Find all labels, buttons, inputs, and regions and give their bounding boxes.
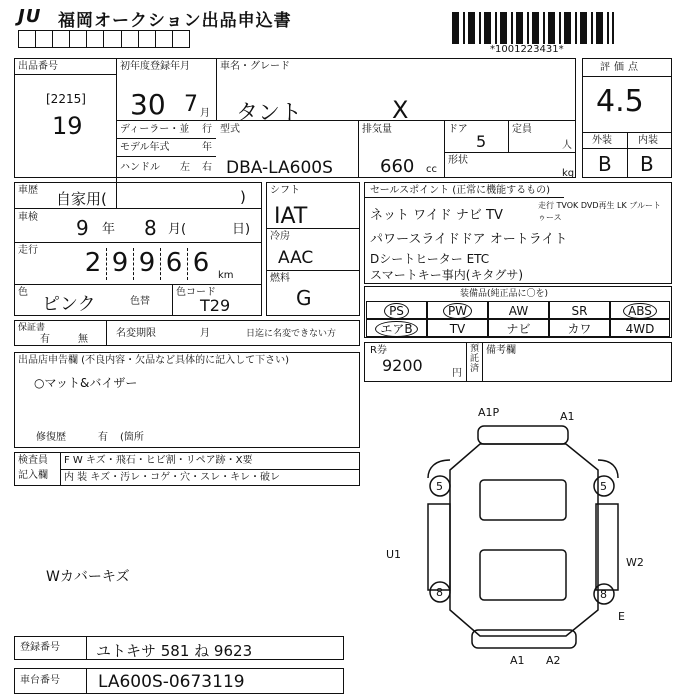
shape-label: 形状 <box>448 155 468 166</box>
diagram-mark: W2 <box>626 556 644 569</box>
dealer-unit: 行 <box>202 124 212 135</box>
recycle-deposited: 預託済 <box>470 344 480 374</box>
listing-label: 出品番号 <box>18 61 58 72</box>
score-label: 評価点 <box>600 62 642 73</box>
equipment-label: 装備品(純正品に〇を) <box>460 289 549 299</box>
barcode <box>452 12 614 44</box>
inspector-label-1: 検査員 <box>18 455 48 466</box>
barcode-text: *1001223431* <box>490 44 564 55</box>
exterior-label: 外装 <box>592 135 612 146</box>
diagram-mark: A1P <box>478 406 500 419</box>
handle-left: 左 <box>180 162 190 173</box>
equipment-item: ナビ <box>488 319 549 337</box>
inspection-label: 車検 <box>18 212 38 223</box>
diagram-mark: A2 <box>546 654 561 667</box>
inspector-note: Wカバーキズ <box>46 569 130 585</box>
inspection-month: 8 <box>144 216 157 240</box>
doors-value: 5 <box>476 132 487 151</box>
first-reg-month: 7 <box>184 92 198 117</box>
inspector-row-1: F W キズ・飛石・ヒビ割・リペア跡・X要 <box>64 455 253 466</box>
diagram-mark: E <box>618 610 625 623</box>
color-code: T29 <box>200 296 231 315</box>
handle-label: ハンドル <box>120 162 160 173</box>
interior-grade: B <box>640 152 654 176</box>
mileage-digit: 2 <box>80 248 107 280</box>
shift-value: IAT <box>274 204 308 229</box>
repair-label: 修復歴 <box>36 432 66 443</box>
name-change-month: 月 <box>200 328 210 339</box>
interior-label: 内装 <box>638 135 658 146</box>
repair-has: 有 <box>98 432 108 443</box>
fuel-label: 燃料 <box>270 273 290 284</box>
sales-point-line-3: Dシートヒーター ETC <box>370 252 490 266</box>
usage-close: ) <box>240 188 246 206</box>
logo: JU <box>18 6 42 27</box>
usage-value: 自家用( <box>56 190 107 208</box>
equipment-item: エアB <box>366 319 427 337</box>
recycle-unit: 円 <box>452 368 462 379</box>
diagram-mark: U1 <box>386 548 402 561</box>
score-value: 4.5 <box>596 84 644 119</box>
first-reg-month-unit: 月 <box>200 108 210 119</box>
note-label: 備考欄 <box>486 345 516 356</box>
sales-point-line-4: スマートキー事内(キタグサ) <box>370 268 524 282</box>
handle-right: 右 <box>202 162 212 173</box>
recycle-label: R券 <box>370 345 387 356</box>
equipment-item: TV <box>427 319 488 337</box>
listing-sub-number: [2215] <box>46 92 86 106</box>
header-boxes <box>18 30 190 48</box>
listing-number: 19 <box>52 112 83 140</box>
remarks-line-1: ○マット&バイザー <box>34 376 138 390</box>
warranty-label: 保証書 <box>18 323 46 333</box>
remarks-label: 出品店申告欄 (不良内容・欠品など具体的に記入して下さい) <box>18 355 289 366</box>
sales-point-line-2: パワースライドドア オートライト <box>370 232 568 247</box>
first-reg-label: 初年度登録年月 <box>120 61 190 72</box>
equipment-item: PW <box>427 301 488 319</box>
fuel-value: G <box>296 286 312 310</box>
warranty-none: 無 <box>78 334 88 345</box>
color-label: 色 <box>18 287 28 298</box>
equipment-item: AW <box>488 301 549 319</box>
doors-label: ドア <box>448 124 468 135</box>
inspector-row-2: 内 装 キズ・汚レ・コゲ・穴・スレ・キレ・破レ <box>64 472 281 483</box>
car-grade: X <box>392 96 409 124</box>
shift-label: シフト <box>270 185 300 196</box>
car-name-label: 車名・グレード <box>220 61 290 72</box>
form-title: 福岡オークション出品申込書 <box>58 11 292 31</box>
sales-point-label: セールスポイント (正常に機能するもの) <box>370 185 551 196</box>
equipment-item: SR <box>549 301 610 319</box>
inspection-year: 9 <box>76 216 89 240</box>
mileage-label: 走行 <box>18 245 38 256</box>
first-reg-year: 30 <box>130 88 166 121</box>
chassis-label: 車台番号 <box>20 675 60 686</box>
model-year-label: モデル年式 <box>120 142 170 153</box>
car-diagram <box>380 400 670 670</box>
warranty-has: 有 <box>40 334 50 345</box>
color-value: ピンク <box>42 294 96 315</box>
diagram-mark: 8 <box>436 586 443 599</box>
model-value: DBA-LA600S <box>226 158 333 178</box>
equipment-item: ABS <box>610 301 670 319</box>
displacement-value: 660 <box>380 156 415 177</box>
diagram-mark: A1 <box>560 410 575 423</box>
mileage-digits <box>80 248 214 280</box>
diagram-mark: A1 <box>510 654 525 667</box>
inspector-label-2: 記入欄 <box>18 470 48 481</box>
aircon-label: 冷房 <box>270 231 290 242</box>
chassis-value: LA600S-0673119 <box>98 672 245 692</box>
equipment-item: カワ <box>549 319 610 337</box>
name-change-label: 名変期限 <box>116 328 156 339</box>
sales-point-extra: 走行 TVOK DVD再生 LK ブルートゥース <box>538 201 661 222</box>
name-change-note: 日迄に名変できない方 <box>246 329 337 339</box>
registration-value: ユトキサ 581 ね 9623 <box>96 642 253 660</box>
kg-unit: kg <box>562 168 575 179</box>
exterior-grade: B <box>598 152 612 176</box>
diagram-mark: 5 <box>436 480 443 493</box>
car-name: タント <box>236 101 303 126</box>
inspection-month-unit: 月( <box>168 222 187 237</box>
repair-part: (箇所 <box>120 432 144 443</box>
dealer-label: ディーラー・並 <box>120 124 190 135</box>
displacement-unit: cc <box>426 164 437 175</box>
equipment-item: PS <box>366 301 427 319</box>
registration-label: 登録番号 <box>20 642 60 653</box>
mileage-digit: 6 <box>192 248 210 278</box>
color-code-label: 色コード <box>176 287 216 298</box>
usage-label: 車歴 <box>18 185 38 196</box>
capacity-unit: 人 <box>562 140 572 151</box>
mileage-digit: 9 <box>134 248 161 280</box>
displacement-label: 排気量 <box>362 124 392 135</box>
model-year-unit: 年 <box>202 142 212 153</box>
diagram-mark: 8 <box>600 588 607 601</box>
capacity-label: 定員 <box>512 124 532 135</box>
inspection-day-unit: 日) <box>232 222 251 237</box>
recycle-value: 9200 <box>382 356 423 375</box>
inspection-year-unit: 年 <box>102 222 116 237</box>
mileage-digit: 9 <box>107 248 134 280</box>
mileage-unit: km <box>218 270 234 281</box>
color-change-label: 色替 <box>130 296 150 307</box>
equipment-item: 4WD <box>610 319 670 337</box>
mileage-digit: 6 <box>161 248 188 280</box>
aircon-value: AAC <box>278 248 314 268</box>
diagram-mark: 5 <box>600 480 607 493</box>
sales-point-line-1: ネット ワイド ナビ TV <box>370 208 503 223</box>
model-label: 型式 <box>220 124 240 135</box>
